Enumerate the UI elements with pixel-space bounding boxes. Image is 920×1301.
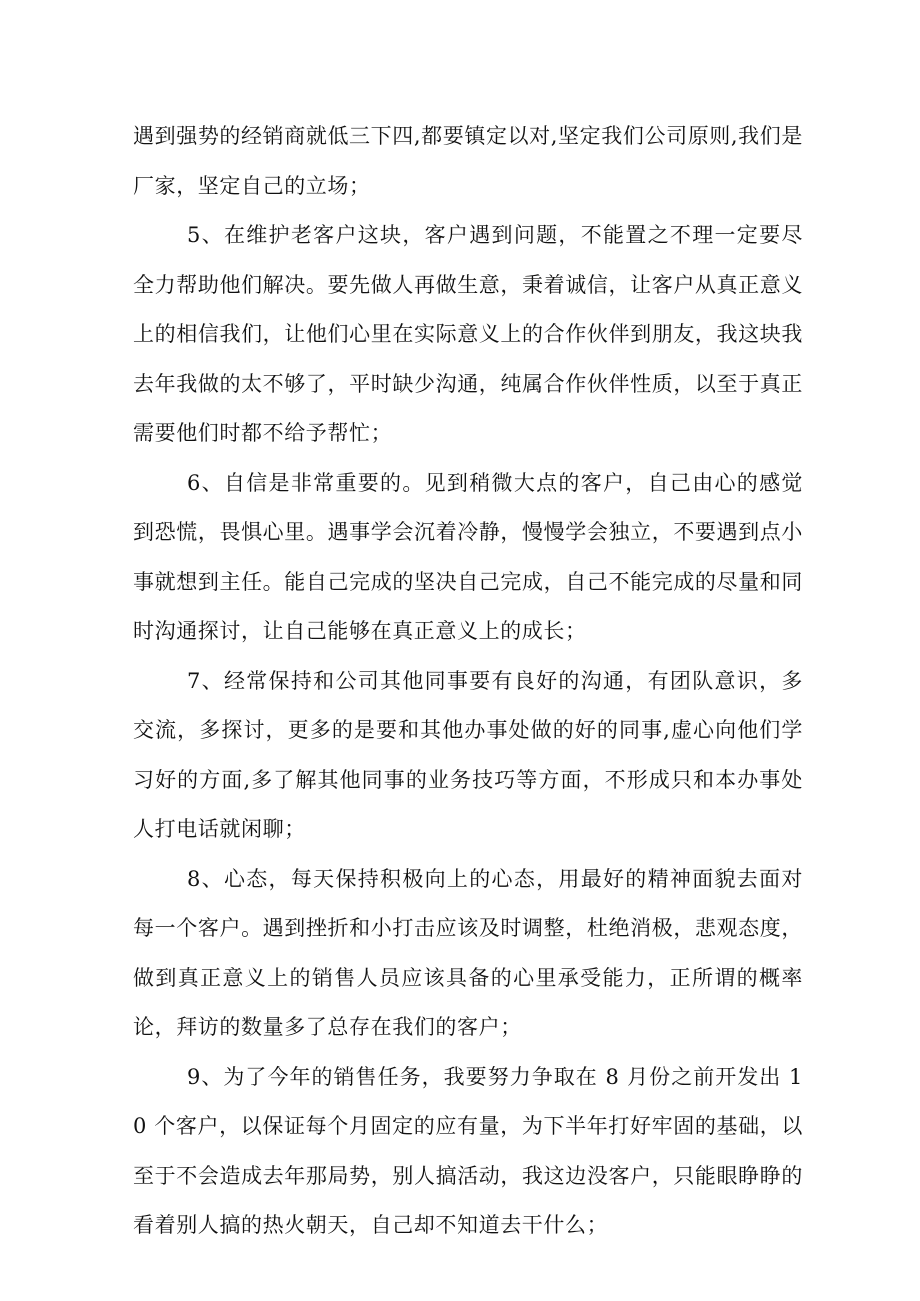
document-body <box>133 112 803 1251</box>
paragraph-item-9: 9、为了今年的销售任务，我要努力争取在 8 月份之前开发出 10 个客户，以保证每个月固定的应有量，为下半年打好牢固的基础，以至于不会造成去年那局势，别人搞活动，我这边没客户，只能眼睁睁的看着别人搞的热火朝天，自己却不知道去干什么； <box>133 1064 803 1237</box>
paragraph-continuation: 遇到强势的经销商就低三下四,都要镇定以对,坚定我们公司原则,我们是厂家，坚定自己的立场； <box>133 124 803 198</box>
paragraph-item-6: 6、自信是非常重要的。见到稍微大点的客户，自己由心的感觉到恐慌，畏惧心里。遇事学会沉着冷静，慢慢学会独立，不要遇到点小事就想到主任。能自己完成的坚决自己完成，自己不能完成的尽量和同时沟通探讨，让自己能够在真正意义上的成长； <box>133 470 803 643</box>
paragraph-item-7: 7、经常保持和公司其他同事要有良好的沟通，有团队意识，多交流，多探讨，更多的是要和其他办事处做的好的同事,虚心向他们学习好的方面,多了解其他同事的业务技巧等方面，不形成只和本办事处人打电话就闲聊； <box>133 668 803 841</box>
paragraph-item-8: 8、心态，每天保持积极向上的心态，用最好的精神面貌去面对每一个客户。遇到挫折和小打击应该及时调整，杜绝消极，悲观态度，做到真正意义上的销售人员应该具备的心里承受能力，正所谓的概率论，拜访的数量多了总存在我们的客户； <box>133 866 803 1039</box>
paragraph-item-5: 5、在维护老客户这块，客户遇到问题，不能置之不理一定要尽全力帮助他们解决。要先做人再做生意，秉着诚信，让客户从真正意义上的相信我们，让他们心里在实际意义上的合作伙伴到朋友，我这块我去年我做的太不够了，平时缺少沟通，纯属合作伙伴性质，以至于真正需要他们时都不给予帮忙； <box>133 223 803 445</box>
